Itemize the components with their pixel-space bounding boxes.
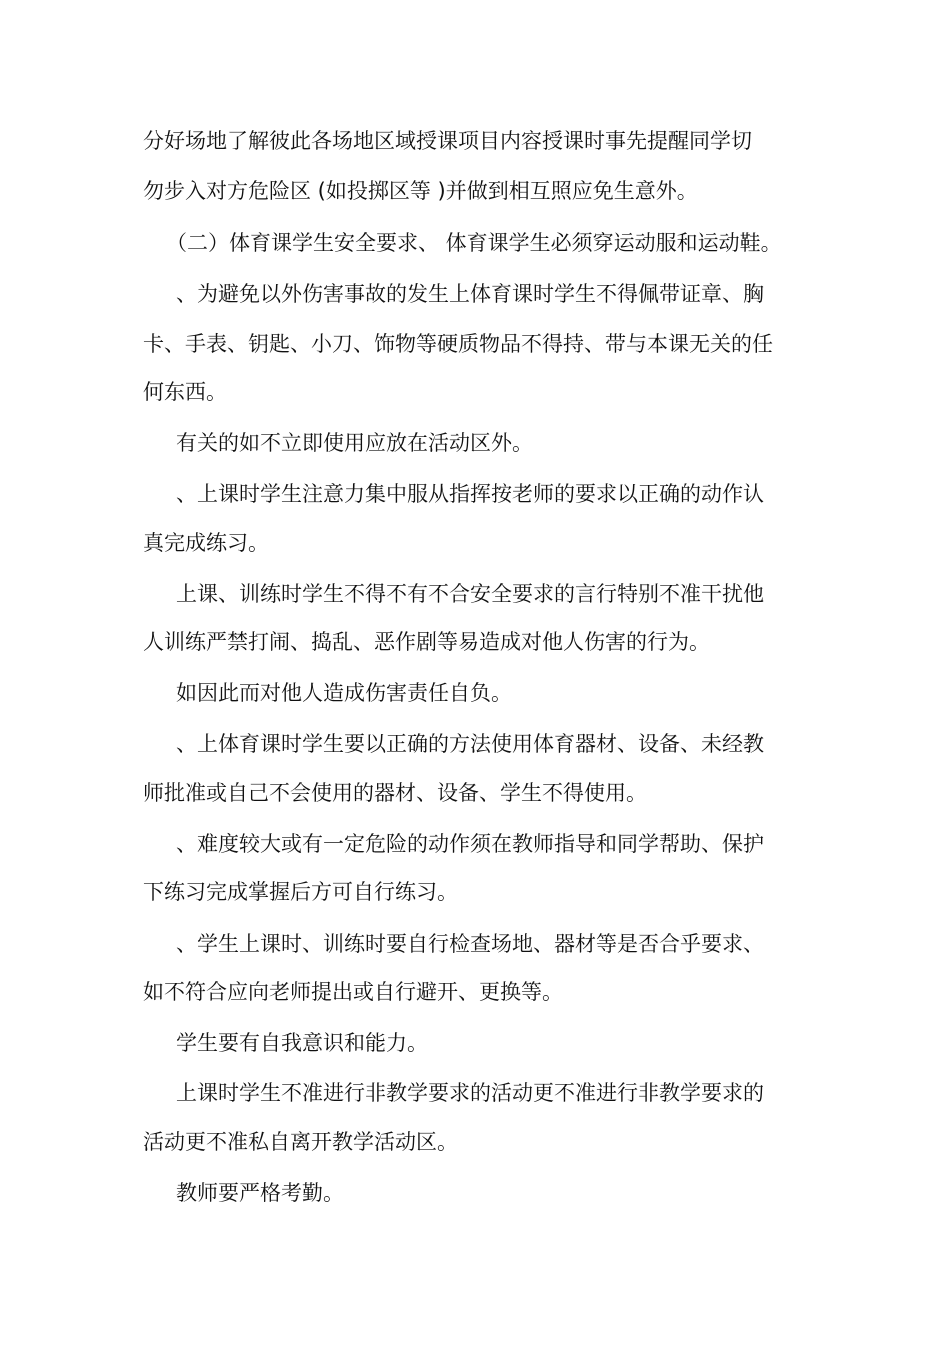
text-line: 如不符合应向老师提出或自行避开、更换等。 [143, 980, 563, 1004]
text-line: 教师要严格考勤。 [176, 1181, 344, 1205]
text-line: 真完成练习。 [143, 531, 269, 555]
text-line: 师批准或自己不会使用的器材、设备、学生不得使用。 [143, 781, 647, 805]
text-line: 有关的如不立即使用应放在活动区外。 [176, 431, 533, 455]
text-line: 下练习完成掌握后方可自行练习。 [143, 880, 458, 904]
text-line: 何东西。 [143, 380, 227, 404]
text-line: 上课、训练时学生不得不有不合安全要求的言行特别不准干扰他 [176, 582, 764, 606]
text-line: 上课时学生不准进行非教学要求的活动更不准进行非教学要求的 [176, 1081, 764, 1105]
text-line: 、难度较大或有一定危险的动作须在教师指导和同学帮助、保护 [176, 832, 764, 856]
text-line: 、上体育课时学生要以正确的方法使用体育器材、设备、未经教 [176, 732, 764, 756]
text-line: 分好场地了解彼此各场地区域授课项目内容授课时事先提醒同学切 [143, 129, 752, 153]
text-line: 活动更不准私自离开教学活动区。 [143, 1130, 458, 1154]
text-line: 、为避免以外伤害事故的发生上体育课时学生不得佩带证章、胸 [176, 282, 764, 306]
text-line: 学生要有自我意识和能力。 [176, 1031, 428, 1055]
text-line: 人训练严禁打闹、捣乱、恶作剧等易造成对他人伤害的行为。 [143, 630, 710, 654]
text-line: （二）体育课学生安全要求、 体育课学生必须穿运动服和运动鞋。 [166, 231, 782, 255]
text-line: 如因此而对他人造成伤害责任自负。 [176, 681, 512, 705]
text-line: 、学生上课时、训练时要自行检查场地、器材等是否合乎要求、 [176, 932, 764, 956]
text-line: 、上课时学生注意力集中服从指挥按老师的要求以正确的动作认 [176, 482, 764, 506]
text-line: 卡、手表、钥匙、小刀、饰物等硬质物品不得持、带与本课无关的任 [143, 332, 773, 356]
text-line: 勿步入对方危险区 (如投掷区等 )并做到相互照应免生意外。 [143, 179, 698, 203]
